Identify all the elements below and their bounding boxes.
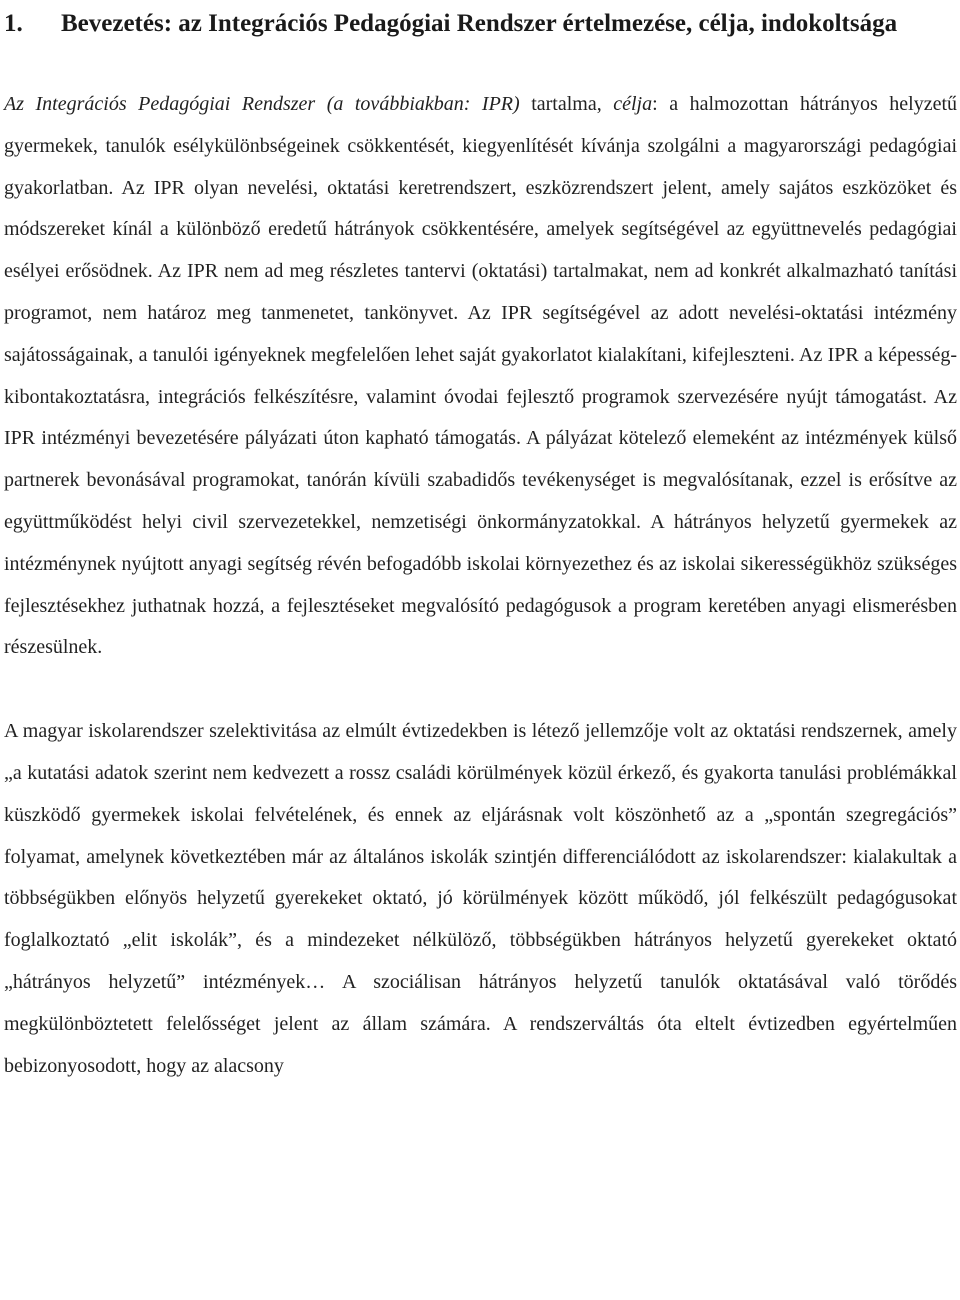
- paragraph-body: A magyar iskolarendszer szelektivitása az elmúlt évtizedekben is létező jellemzője volt az oktatási rendszernek, amely „a kutatási adatok szerint nem kedvezett a rossz családi körülmények közül érkező, és gyakorta tanulási problémákkal küszködő gyermekek iskolai felvételének, és ennek az eljárásnak volt köszönhető az a „spontán szegregációs” folyamat, amelynek következtében már az általános iskolák szintjén differenciálódott az iskolarendszer: kialakultak a többségükben előnyös helyzetű gyerekeket oktató, jó körülmények között működő, jól felkészült pedagógusokat foglalkoztató „elit iskolák”, és a mindezeket nélkülöző, többségükben hátrányos helyzetű gyerekeket oktató „hátrányos helyzetű” intézmények… A szociálisan hátrányos helyzetű tanulók oktatásával való törődés megkülönböztetett felelősséget jelent az állam számára. A rendszerváltás óta eltelt évtizedben egyértelműen bebizonyosodott, hogy az alacsony: [4, 720, 957, 1077]
- paragraph-text-fragment: : a halmozottan: [652, 93, 789, 115]
- paragraph-selectivity: [4, 711, 957, 1087]
- paragraph-text-fragment: tartalma,: [519, 93, 614, 115]
- paragraph-body: hátrányos helyzetű gyermekek, tanulók esélykülönbségeinek csökkentését, kiegyenlítését kívánja szolgálni a magyarországi pedagógiai gyakorlatban. Az IPR olyan nevelési, oktatási keretrendszert, eszközrendszert jelent, amely sajátos eszközöket és módszereket kínál a különböző eredetű hátrányok csökkentésére, amelyek segítségével az együttnevelés pedagógiai esélyei erősödnek. Az IPR nem ad meg részletes tantervi (oktatási) tartalmakat, nem ad konkrét alkalmazható tanítási programot, nem határoz meg tanmenetet, tankönyvet. Az IPR segítségével az adott nevelési-oktatási intézmény sajátosságainak, a tanulói igényeknek megfelelően lehet saját gyakorlatot kialakítani, kifejleszteni. Az IPR a képesség-kibontakoztatásra, integrációs felkészítésre, valamint óvodai fejlesztő programok szervezésére nyújt támogatást. Az IPR intézményi bevezetésére pályázati úton kapható támogatás. A pályázat kötelező elemeként az intézmények külső partnerek bevonásával programokat, tanórán kívüli szabadidős tevékenységet is megvalósítanak, ezzel is erősítve az együttműködést helyi civil szervezetekkel, nemzetiségi önkormányzatokkal. A hátrányos helyzetű gyermekek az intézménynek nyújtott anyagi segítség révén befogadóbb iskolai környezethez és az iskolai sikerességükhöz szükséges fejlesztésekhez juthatnak hozzá, a fejlesztéseket megvalósító pedagógusok a program keretében anyagi elismerésben részesülnek.: [4, 93, 958, 659]
- section-number: 1.: [4, 10, 23, 37]
- section-heading: [4, 0, 957, 48]
- paragraph-ipr-intro: [4, 84, 957, 669]
- purpose-word-italic: célja: [613, 93, 653, 115]
- ipr-name-italic: Az Integrációs Pedagógiai Rendszer (a továbbiakban: IPR): [4, 93, 520, 115]
- section-title: Bevezetés: az Integrációs Pedagógiai Rendszer értelmezése, célja, indokoltsága: [61, 10, 898, 37]
